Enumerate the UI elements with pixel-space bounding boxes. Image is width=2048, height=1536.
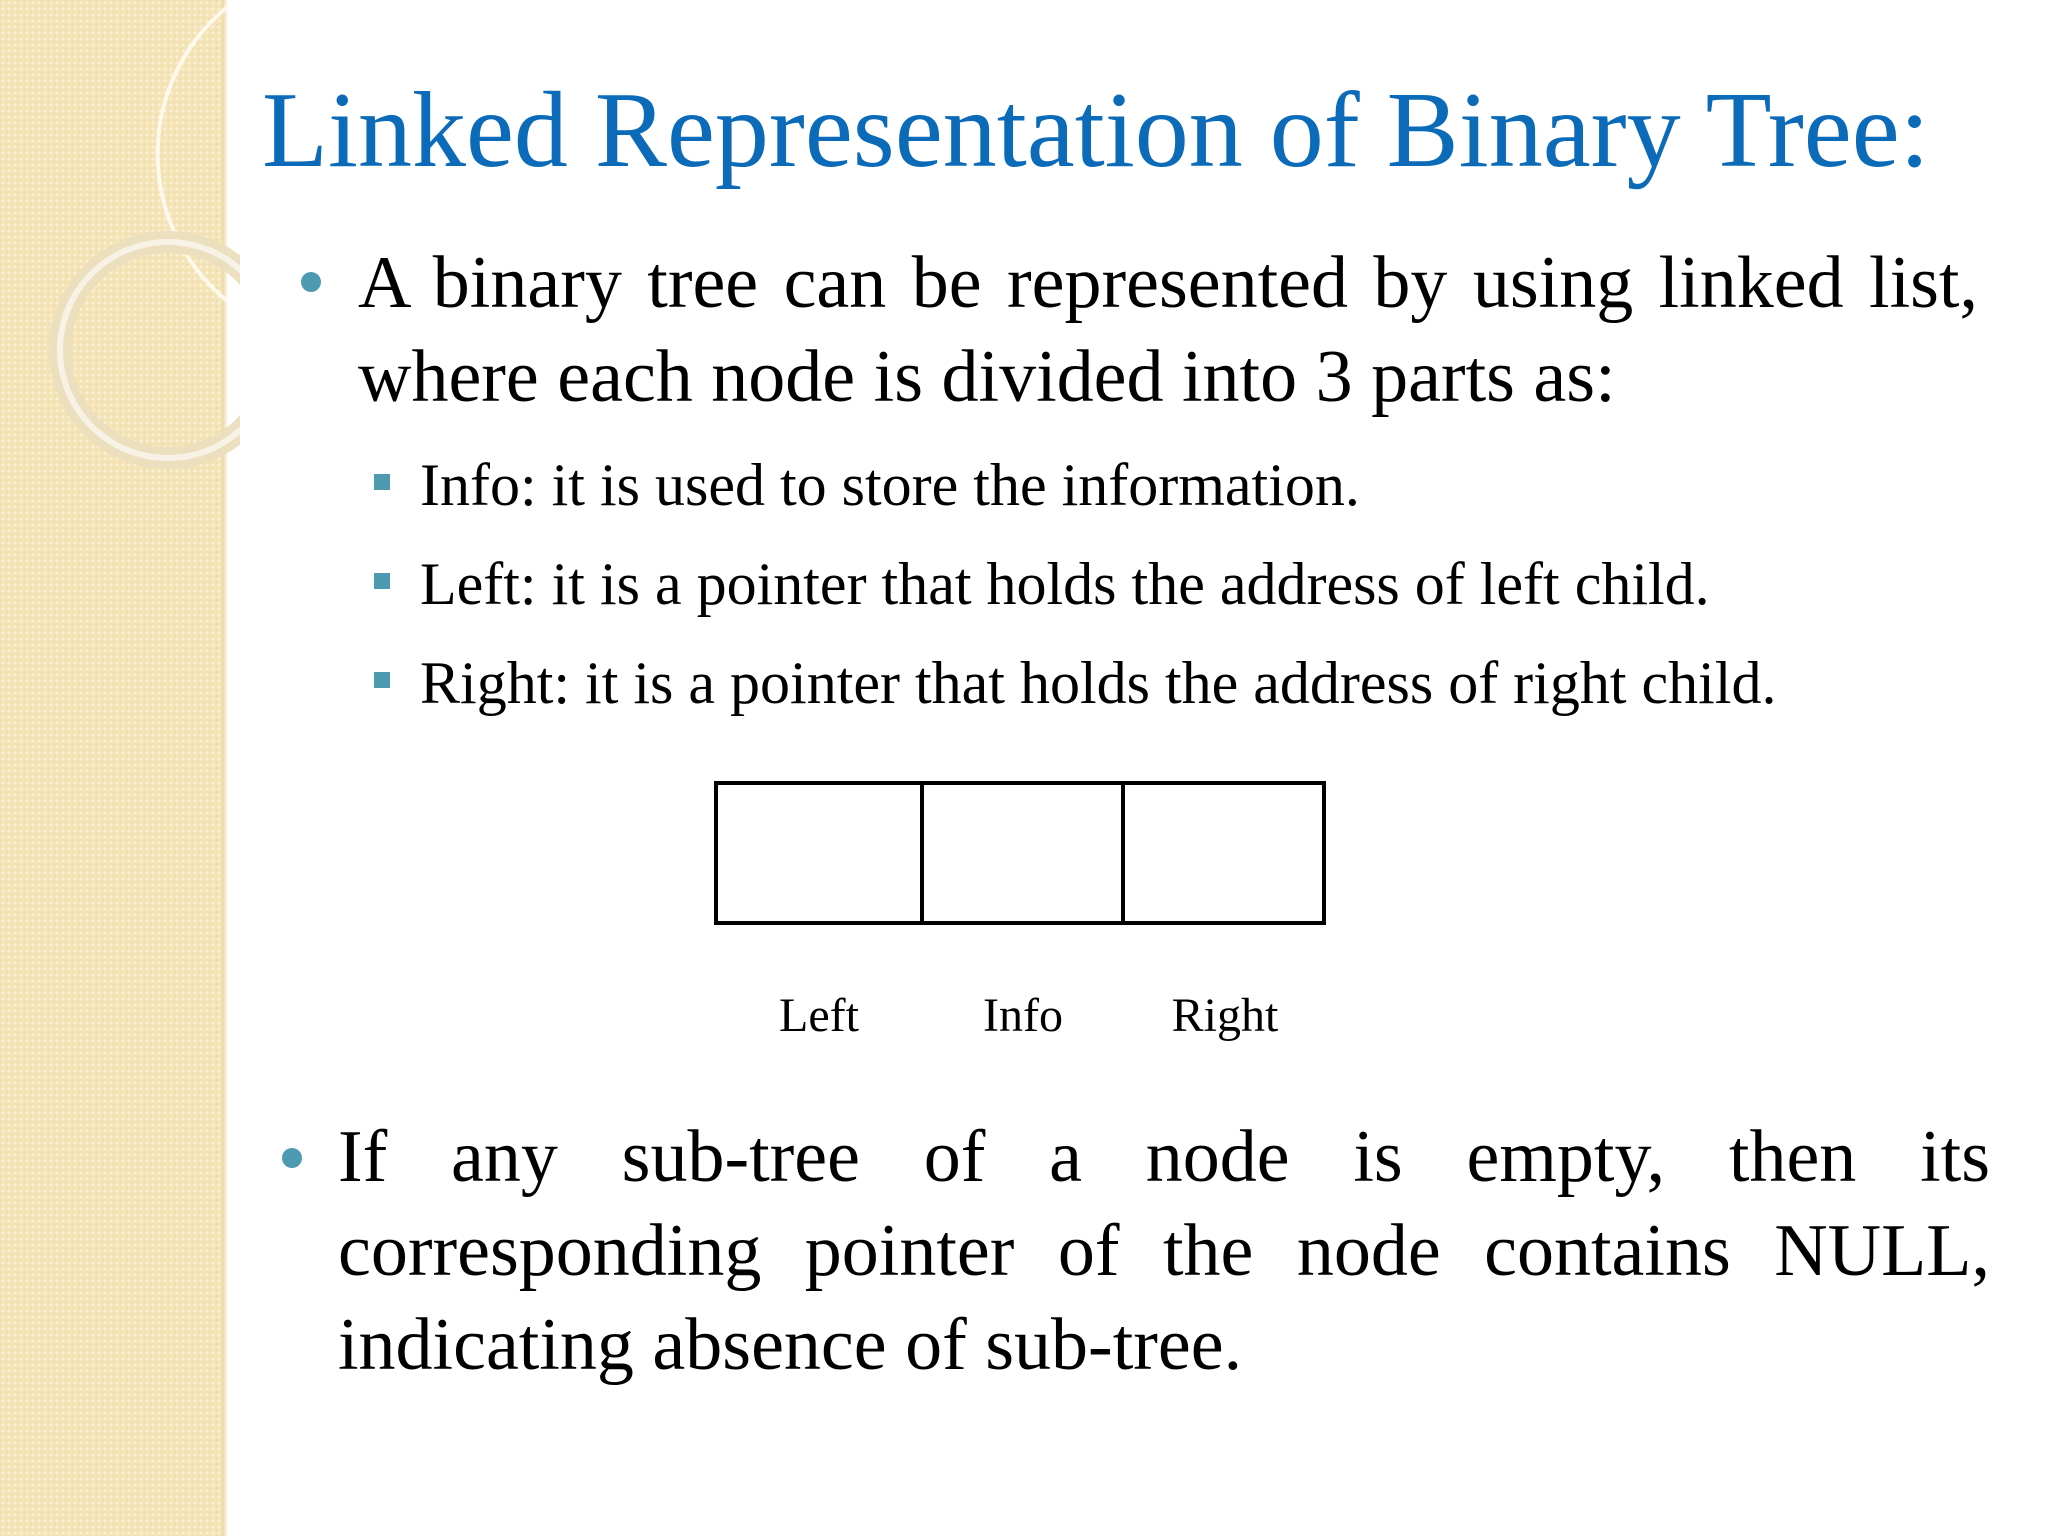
bullet-text: If any sub-tree of a node is empty, then its corresponding pointer of the node contains NULL, indicating absence of sub-tree. xyxy=(338,1116,1990,1386)
bullet-dot xyxy=(282,1148,302,1168)
sub-item-left: Left: it is a pointer that holds the address of left child. xyxy=(420,551,1710,617)
node-cell-info xyxy=(924,785,1125,921)
sub-item-right: Right: it is a pointer that holds the address of right child. xyxy=(420,650,1777,716)
sub-bullet-square xyxy=(374,474,390,490)
sub-item-info: Info: it is used to store the information. xyxy=(420,452,1360,518)
node-cell-left xyxy=(718,785,924,921)
bullet-text: A binary tree can be represented by using linked list, where each node is divided into 3 parts as: xyxy=(358,242,1978,418)
inner-ring-highlight xyxy=(60,242,240,458)
node-label-right: Right xyxy=(1171,989,1279,1042)
sub-bullet-square xyxy=(374,672,390,688)
node-cell-right xyxy=(1125,785,1322,921)
node-structure-box xyxy=(714,781,1326,925)
decorative-rings xyxy=(0,0,240,500)
node-label-left: Left xyxy=(779,989,859,1042)
node-label-info: Info xyxy=(983,989,1063,1042)
page-title: Linked Representation of Binary Tree: xyxy=(262,71,1930,190)
sub-bullet-square xyxy=(374,573,390,589)
bullet-dot xyxy=(301,272,321,292)
